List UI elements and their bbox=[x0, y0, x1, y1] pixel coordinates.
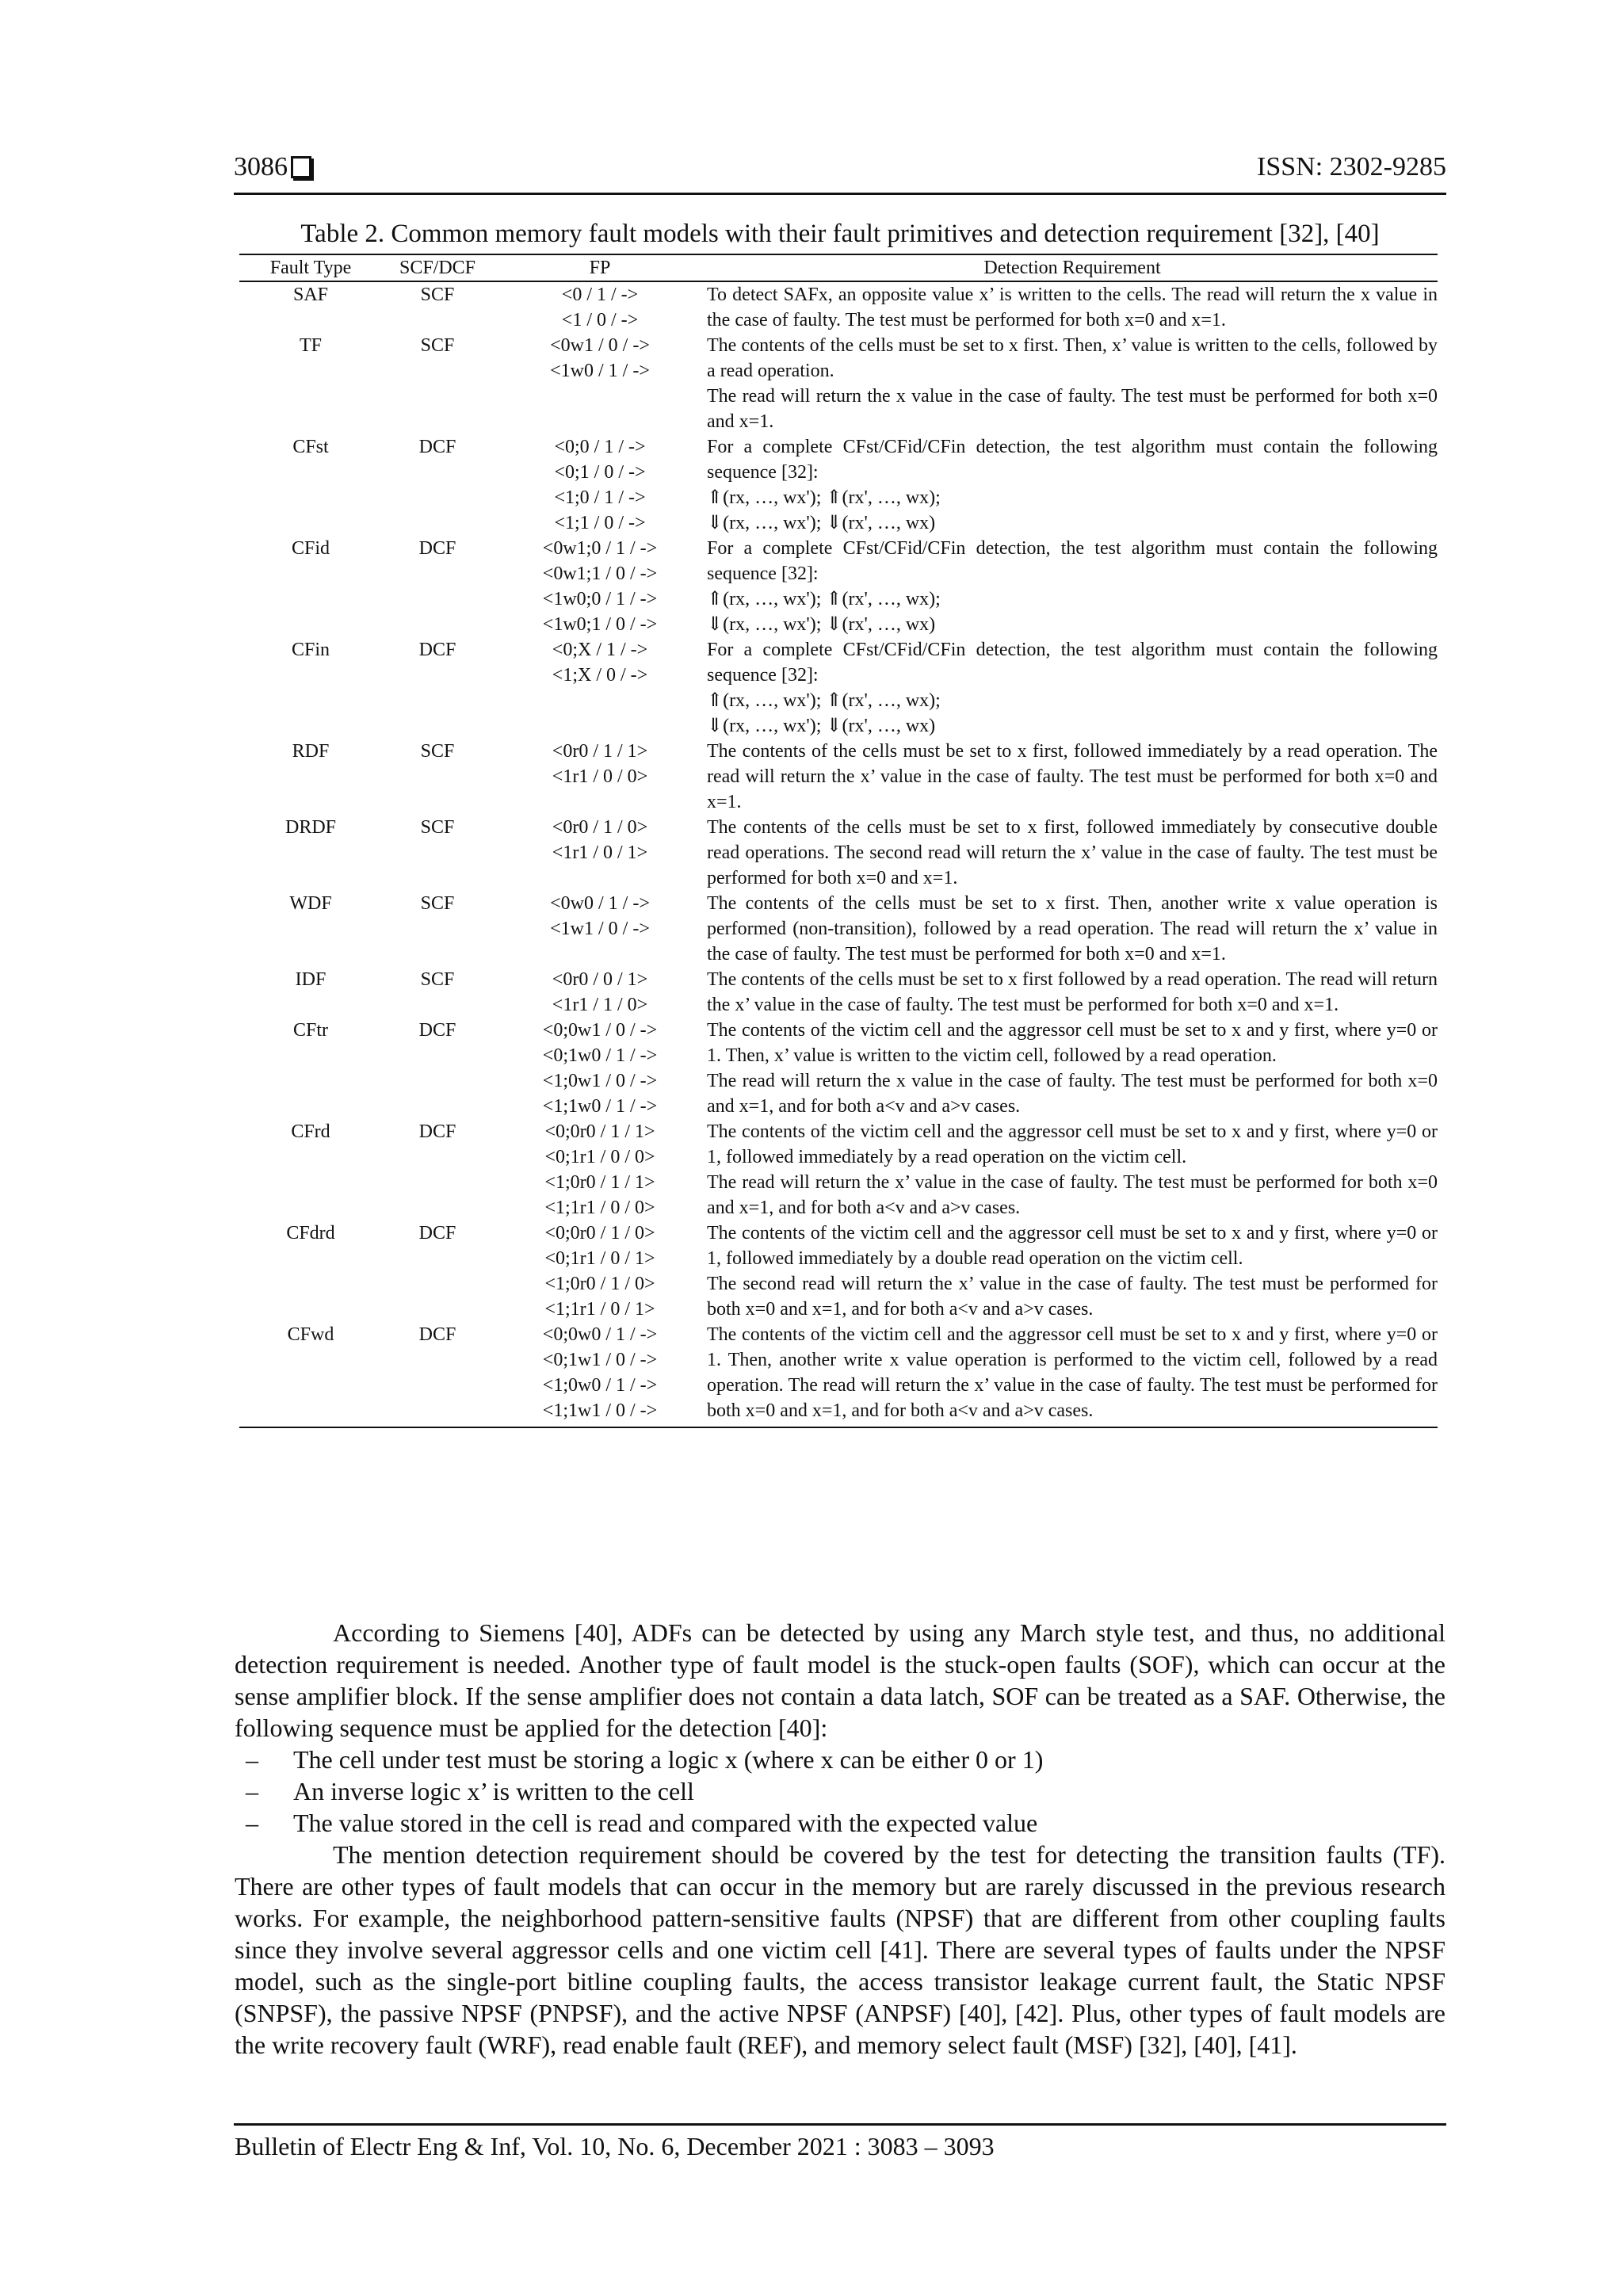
table-row bbox=[239, 637, 1438, 739]
fp-line: <0r0 / 1 / 0> bbox=[552, 817, 648, 838]
fp-line: <1;0r0 / 1 / 0> bbox=[544, 1274, 655, 1294]
fp-line: <1;0 / 1 / -> bbox=[554, 487, 646, 508]
requirement-text: The read will return the x value in the case of faulty. The test must be performed for both x=0 and x=1, and for both a<v and a>v cases. bbox=[707, 1071, 1438, 1117]
list-item bbox=[235, 1744, 1445, 1775]
header-rule bbox=[234, 193, 1446, 195]
fp-cell bbox=[493, 1018, 707, 1119]
table-row bbox=[239, 967, 1438, 1018]
fp-line: <1;1 / 0 / -> bbox=[554, 513, 646, 533]
fp-cell bbox=[493, 434, 707, 536]
fault-model-table bbox=[239, 254, 1438, 1428]
detection-requirement-cell bbox=[707, 1119, 1438, 1221]
table-row bbox=[239, 891, 1438, 967]
fp-line: <1w0 / 1 / -> bbox=[550, 361, 650, 381]
scf-dcf-cell: DCF bbox=[418, 1324, 456, 1345]
scf-dcf-cell: SCF bbox=[420, 335, 455, 356]
list-item-text: The cell under test must be storing a logic x (where x can be either 0 or 1) bbox=[293, 1745, 1044, 1774]
fp-cell bbox=[493, 536, 707, 637]
fp-line: <1 / 0 / -> bbox=[561, 310, 639, 330]
detection-requirement-cell bbox=[707, 815, 1438, 891]
fault-type-cell: CFtr bbox=[292, 1020, 328, 1041]
scf-dcf-cell: DCF bbox=[418, 1223, 456, 1244]
requirement-text: To detect SAFx, an opposite value x’ is written to the cells. The read will return the x value in the case of faulty. The test must be performed for both x=0 and x=1. bbox=[707, 285, 1438, 330]
fault-type-cell: IDF bbox=[295, 969, 327, 990]
paragraph: According to Siemens [40], ADFs can be detected by using any March style test, and thus, no additional detection requirement is needed. Another type of fault model is the stuck-open faults (SOF), which can occur at the sense amplifier block. If the sense amplifier does not contain a data latch, SOF can be treated as a SAF. Otherwise, the following sequence must be applied for the detection [40]: bbox=[235, 1618, 1445, 1742]
scf-dcf-cell: SCF bbox=[420, 969, 455, 990]
requirement-text: ⇓(rx, …, wx'); ⇓(rx', …, wx) bbox=[707, 513, 936, 533]
requirement-text: The read will return the x value in the case of faulty. The test must be performed for both x=0 and x=1. bbox=[707, 386, 1438, 432]
fp-cell bbox=[493, 739, 707, 815]
fp-line: <0w1;1 / 0 / -> bbox=[542, 563, 658, 584]
scf-dcf-cell: DCF bbox=[418, 437, 456, 457]
detection-requirement-cell bbox=[707, 637, 1438, 739]
fp-line: <0;1w1 / 0 / -> bbox=[542, 1350, 658, 1370]
detection-requirement-cell bbox=[707, 434, 1438, 536]
requirement-text: The contents of the victim cell and the aggressor cell must be set to x and y first, where y=0 or 1, followed immediately by a read operation on the victim cell. bbox=[707, 1121, 1438, 1167]
scf-dcf-cell: SCF bbox=[420, 741, 455, 762]
page-header bbox=[234, 152, 1446, 182]
column-header: Detection Requirement bbox=[983, 258, 1161, 278]
requirement-text: ⇓(rx, …, wx'); ⇓(rx', …, wx) bbox=[707, 614, 936, 635]
fault-type-cell: CFid bbox=[291, 538, 330, 559]
fp-line: <0;0r0 / 1 / 1> bbox=[544, 1121, 655, 1142]
footer-rule bbox=[234, 2123, 1446, 2126]
fp-cell bbox=[493, 891, 707, 967]
issn: ISSN: 2302-9285 bbox=[1257, 152, 1446, 181]
list-item-text: The value stored in the cell is read and compared with the expected value bbox=[293, 1809, 1038, 1837]
fp-cell bbox=[493, 967, 707, 1018]
fp-cell bbox=[493, 1221, 707, 1322]
fp-line: <0;X / 1 / -> bbox=[552, 640, 648, 660]
fp-line: <0w1;0 / 1 / -> bbox=[542, 538, 658, 559]
table-row bbox=[239, 815, 1438, 891]
detection-requirement-cell bbox=[707, 1018, 1438, 1119]
table-bottom-rule bbox=[239, 1427, 1438, 1428]
fault-type-cell: CFin bbox=[291, 640, 330, 660]
bullet-marker: – bbox=[246, 1777, 258, 1805]
requirement-text: The contents of the cells must be set to x first. Then, x’ value is written to the cells, followed by a read operation. bbox=[707, 335, 1438, 381]
detection-requirement-cell bbox=[707, 1221, 1438, 1322]
table-row bbox=[239, 333, 1438, 434]
fault-type-cell: CFdrd bbox=[286, 1223, 335, 1244]
fault-type-cell: CFrd bbox=[291, 1121, 330, 1142]
fp-line: <0;1r1 / 0 / 1> bbox=[544, 1248, 655, 1269]
requirement-text: The read will return the x’ value in the case of faulty. The test must be performed for both x=0 and x=1, and for both a<v and a>v cases. bbox=[707, 1172, 1438, 1218]
fault-type-cell: RDF bbox=[292, 741, 330, 762]
fp-cell bbox=[493, 815, 707, 891]
scf-dcf-cell: DCF bbox=[418, 538, 456, 559]
fault-type-cell: DRDF bbox=[285, 817, 337, 838]
requirement-text: ⇑(rx, …, wx'); ⇑(rx', …, wx); bbox=[707, 487, 941, 508]
detection-requirement-cell bbox=[707, 536, 1438, 637]
table-body bbox=[239, 282, 1438, 1423]
fp-line: <0;0w1 / 0 / -> bbox=[542, 1020, 658, 1041]
fp-line: <1;1r1 / 0 / 0> bbox=[544, 1198, 655, 1218]
requirement-text: ⇑(rx, …, wx'); ⇑(rx', …, wx); bbox=[707, 589, 941, 609]
scf-dcf-cell: SCF bbox=[420, 285, 455, 305]
fp-cell bbox=[493, 333, 707, 434]
bullet-marker: – bbox=[246, 1809, 258, 1837]
fp-line: <0;0r0 / 1 / 0> bbox=[544, 1223, 655, 1244]
page-number: 3086 bbox=[234, 152, 311, 182]
fp-line: <1;1w0 / 1 / -> bbox=[542, 1096, 658, 1117]
fp-line: <0r0 / 0 / 1> bbox=[552, 969, 648, 990]
requirement-text: For a complete CFst/CFid/CFin detection, the test algorithm must contain the following sequence [32]: bbox=[707, 640, 1438, 686]
requirement-text: The second read will return the x’ value in the case of faulty. The test must be performed for both x=0 and x=1, and for both a<v and a>v cases. bbox=[707, 1274, 1438, 1320]
fault-type-cell: TF bbox=[299, 335, 322, 356]
fp-cell bbox=[493, 1322, 707, 1423]
fault-type-cell: CFwd bbox=[287, 1324, 334, 1345]
fp-line: <1;0r0 / 1 / 1> bbox=[544, 1172, 655, 1193]
table-row bbox=[239, 739, 1438, 815]
detection-requirement-cell bbox=[707, 282, 1438, 333]
scf-dcf-cell: DCF bbox=[418, 1121, 456, 1142]
fp-line: <1;X / 0 / -> bbox=[552, 665, 648, 686]
table-row bbox=[239, 536, 1438, 637]
detection-requirement-cell bbox=[707, 333, 1438, 434]
requirement-text: The contents of the cells must be set to x first followed by a read operation. The read will return the x’ value in the case of faulty. The test must be performed for both x=0 and x=1. bbox=[707, 969, 1438, 1015]
fp-line: <0;1r1 / 0 / 0> bbox=[544, 1147, 655, 1167]
fp-line: <0;0w0 / 1 / -> bbox=[542, 1324, 658, 1345]
table-row bbox=[239, 1018, 1438, 1119]
fp-line: <1;1w1 / 0 / -> bbox=[542, 1400, 658, 1421]
fp-line: <0w1 / 0 / -> bbox=[550, 335, 650, 356]
list-item bbox=[235, 1775, 1445, 1807]
paragraph: The mention detection requirement should be covered by the test for detecting the transition faults (TF). There are other types of fault models that can occur in the memory but are rarely discussed in the previous research works. For example, the neighborhood pattern-sensitive faults (NPSF) that are different from other coupling faults since they involve several aggressor cells and one victim cell [41]. There are several types of faults under the NPSF model, such as the single-port bitline coupling faults, the access transistor leakage current fault, the Static NPSF (SNPSF), the passive NPSF (PNPSF), and the active NPSF (ANPSF) [40], [42]. Plus, other types of fault models are the write recovery fault (WRF), read enable fault (REF), and memory select fault (MSF) [32], [40], [41]. bbox=[235, 1840, 1445, 2059]
box-icon bbox=[291, 156, 311, 178]
table-row bbox=[239, 1221, 1438, 1322]
table-header bbox=[239, 254, 1438, 282]
requirement-text: ⇑(rx, …, wx'); ⇑(rx', …, wx); bbox=[707, 690, 941, 711]
fp-line: <1w1 / 0 / -> bbox=[550, 919, 650, 939]
fp-line: <1;1r1 / 0 / 1> bbox=[544, 1299, 655, 1320]
fp-line: <0;1 / 0 / -> bbox=[554, 462, 646, 483]
fp-cell bbox=[493, 637, 707, 739]
column-header: FP bbox=[589, 258, 611, 278]
fp-line: <1w0;0 / 1 / -> bbox=[542, 589, 658, 609]
body-text bbox=[235, 1617, 1445, 2061]
table-row bbox=[239, 282, 1438, 333]
requirement-text: The contents of the cells must be set to x first. Then, another write x value operation is performed (non-transition), followed by a read operation. The read will return the x’ value in the case of faulty. The test must be performed for both x=0 and x=1. bbox=[707, 893, 1438, 965]
table-row bbox=[239, 1322, 1438, 1423]
list-item bbox=[235, 1807, 1445, 1839]
detection-requirement-cell bbox=[707, 891, 1438, 967]
fp-line: <1r1 / 0 / 1> bbox=[552, 842, 648, 863]
requirement-text: The contents of the victim cell and the aggressor cell must be set to x and y first, where y=0 or 1, followed immediately by a double read operation on the victim cell. bbox=[707, 1223, 1438, 1269]
scf-dcf-cell: DCF bbox=[418, 640, 456, 660]
requirement-text: The contents of the cells must be set to x first, followed immediately by consecutive double read operations. The second read will return the x’ value in the case of faulty. The test must be performed for both x=0 and x=1. bbox=[707, 817, 1438, 888]
detection-requirement-cell bbox=[707, 739, 1438, 815]
scf-dcf-cell: SCF bbox=[420, 893, 455, 914]
fp-line: <0;1w0 / 1 / -> bbox=[542, 1045, 658, 1066]
scf-dcf-cell: DCF bbox=[418, 1020, 456, 1041]
fault-type-cell: WDF bbox=[289, 893, 332, 914]
bullet-marker: – bbox=[246, 1745, 258, 1774]
fp-line: <1w0;1 / 0 / -> bbox=[542, 614, 658, 635]
requirement-text: The contents of the victim cell and the aggressor cell must be set to x and y first, where y=0 or 1. Then, another write x value operation is performed to the victim cell, followed by a read operation. The read will return the x’ value in the case of faulty. The test must be performed for both x=0 and x=1, and for both a<v and a>v cases. bbox=[707, 1324, 1438, 1421]
table-caption: Table 2. Common memory fault models with their fault primitives and detection requirement [32], [40] bbox=[300, 220, 1380, 248]
table-row bbox=[239, 1119, 1438, 1221]
scf-dcf-cell: SCF bbox=[420, 817, 455, 838]
fp-cell bbox=[493, 282, 707, 333]
fault-type-cell: SAF bbox=[292, 285, 329, 305]
requirement-text: For a complete CFst/CFid/CFin detection, the test algorithm must contain the following sequence [32]: bbox=[707, 538, 1438, 584]
fp-line: <0w0 / 1 / -> bbox=[550, 893, 650, 914]
list-item-text: An inverse logic x’ is written to the cell bbox=[293, 1777, 694, 1805]
fp-line: <1;0w1 / 0 / -> bbox=[542, 1071, 658, 1091]
fp-line: <1r1 / 1 / 0> bbox=[552, 995, 648, 1015]
fp-line: <1r1 / 0 / 0> bbox=[552, 766, 648, 787]
fp-line: <0r0 / 1 / 1> bbox=[552, 741, 648, 762]
column-header: Fault Type bbox=[269, 258, 352, 278]
fp-line: <1;0w0 / 1 / -> bbox=[542, 1375, 658, 1396]
page-footer: Bulletin of Electr Eng & Inf, Vol. 10, No. 6, December 2021 : 3083 – 3093 bbox=[235, 2132, 995, 2160]
fp-line: <0 / 1 / -> bbox=[561, 285, 639, 305]
requirement-text: The contents of the cells must be set to x first, followed immediately by a read operation. The read will return the x’ value in the case of faulty. The test must be performed for both x=0 and x=1. bbox=[707, 741, 1438, 812]
column-header: SCF/DCF bbox=[399, 258, 476, 278]
bullet-list bbox=[235, 1744, 1445, 1839]
detection-requirement-cell bbox=[707, 1322, 1438, 1423]
fp-line: <0;0 / 1 / -> bbox=[554, 437, 646, 457]
requirement-text: The contents of the victim cell and the aggressor cell must be set to x and y first, where y=0 or 1. Then, x’ value is written to the victim cell, followed by a read operation. bbox=[707, 1020, 1438, 1066]
fp-cell bbox=[493, 1119, 707, 1221]
requirement-text: For a complete CFst/CFid/CFin detection, the test algorithm must contain the following sequence [32]: bbox=[707, 437, 1438, 483]
table-row bbox=[239, 434, 1438, 536]
fault-type-cell: CFst bbox=[292, 437, 329, 457]
detection-requirement-cell bbox=[707, 967, 1438, 1018]
requirement-text: ⇓(rx, …, wx'); ⇓(rx', …, wx) bbox=[707, 716, 936, 736]
